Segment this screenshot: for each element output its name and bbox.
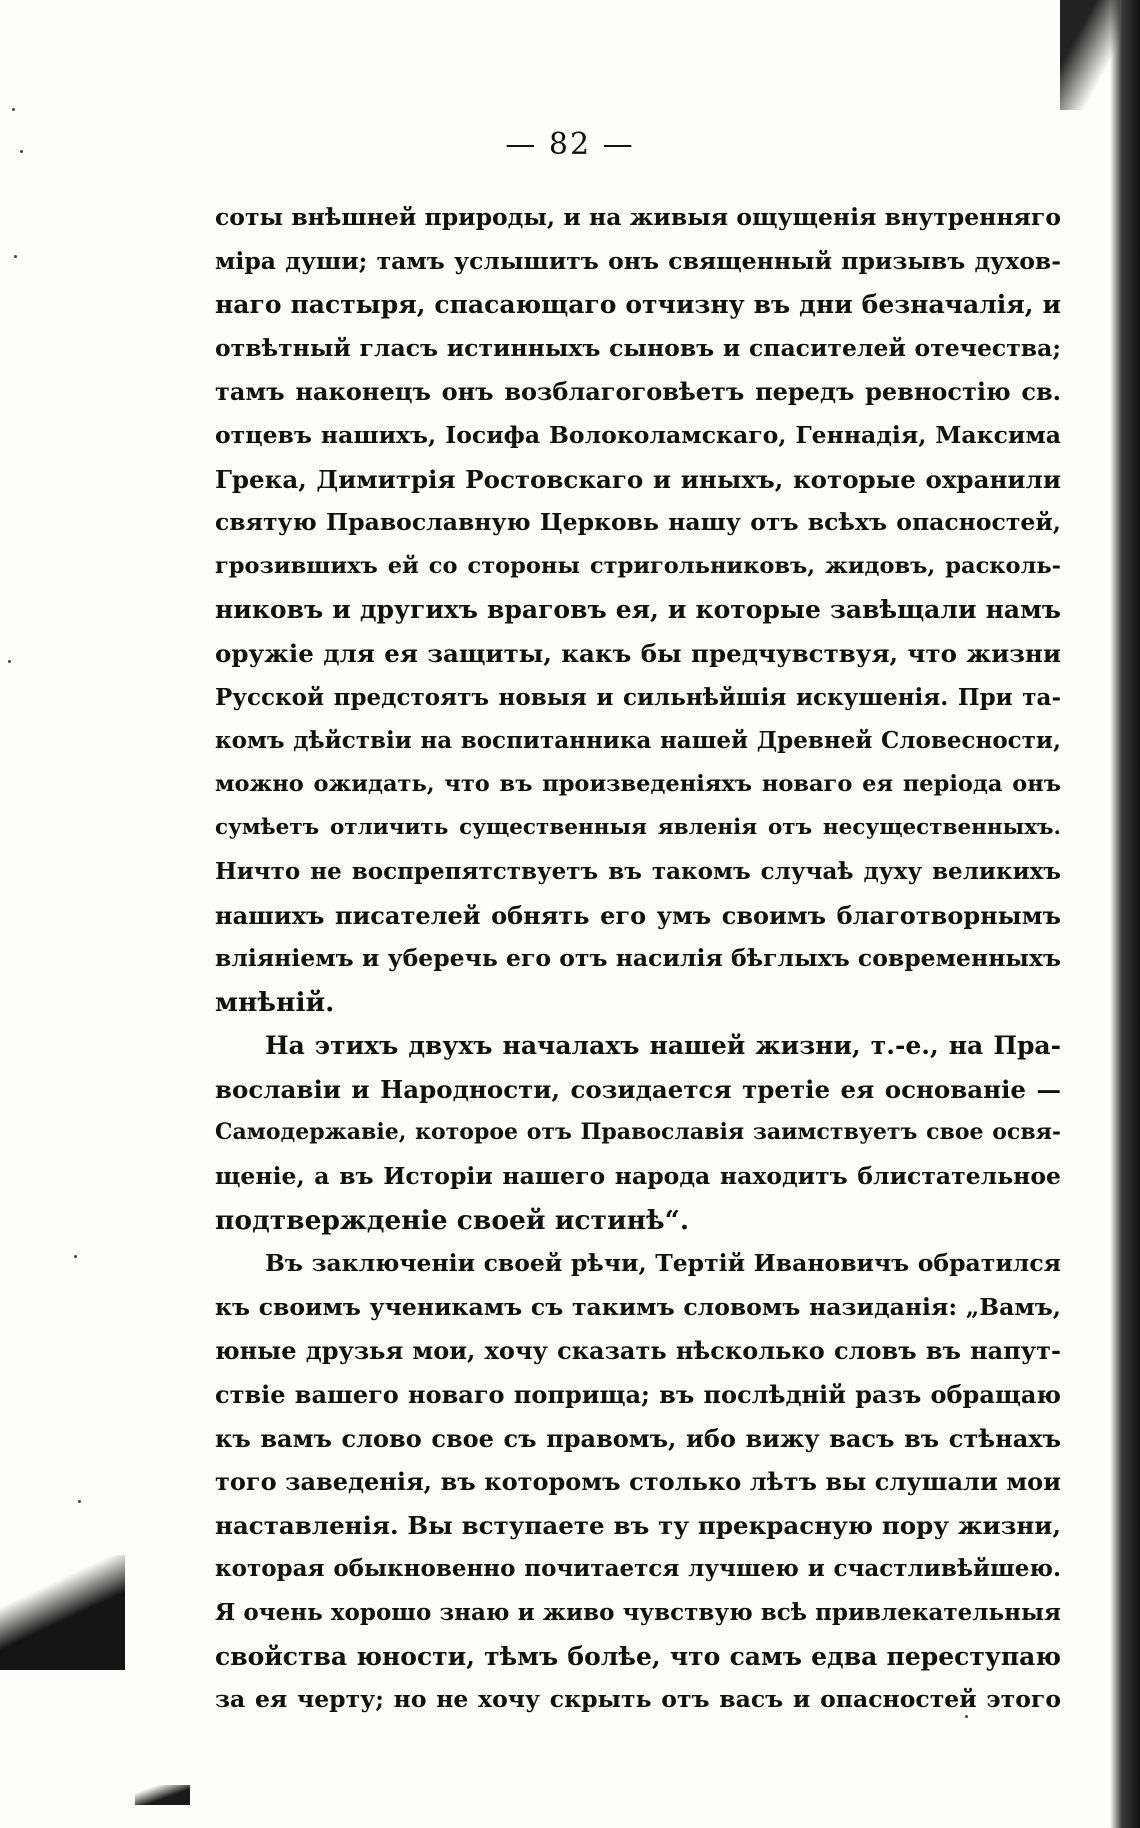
text-line: святую Православную Церковь нашу отъ всѣхъ опасностей,: [215, 508, 1061, 537]
scan-speck: [8, 660, 11, 663]
text-line: вліяніемъ и уберечь его отъ насилія бѣглыхъ современныхъ: [215, 944, 1061, 973]
text-line: Самодержавіе, которое отъ Православія заимствуетъ свое освя-: [215, 1119, 1061, 1146]
scan-edge-shadow: [1110, 0, 1140, 1828]
text-line: Ничто не воспрепятствуетъ въ такомъ случаѣ духу великихъ: [215, 857, 1061, 885]
text-line: за ея черту; но не хочу скрыть отъ васъ и опасностей этого: [215, 1685, 1061, 1714]
text-line: соты внѣшней природы, и на живыя ощущенія внутренняго: [215, 203, 1061, 231]
body-text: [215, 196, 1061, 1722]
text-line: юные друзья мои, хочу сказать нѣсколько словъ въ напут-: [215, 1336, 1061, 1366]
text-line: къ вамъ слово свое съ правомъ, ибо вижу васъ въ стѣнахъ: [215, 1423, 1061, 1453]
scan-speck: [78, 1500, 81, 1503]
text-line: можно ожидать, что въ произведеніяхъ новаго ея періода онъ: [215, 770, 1061, 797]
text-line: наставленія. Вы вступаете въ ту прекрасную пору жизни,: [215, 1510, 1061, 1540]
text-line: тамъ наконецъ онъ возблагоговѣетъ передъ ревностію св.: [215, 377, 1061, 407]
text-line: наго пастыря, спасающаго отчизну въ дни безначалія, и: [215, 290, 1061, 320]
text-line: отцевъ нашихъ, Іосифа Волоколамскаго, Геннадія, Максима: [215, 420, 1061, 449]
text-line: Я очень хорошо знаю и живо чувствую всѣ привлекательныя: [215, 1599, 1061, 1626]
text-line: На этихъ двухъ началахъ нашей жизни, т.-е., на Пра-: [265, 1031, 1061, 1061]
scan-corner-shadow: [1060, 0, 1120, 110]
scan-speck: [12, 108, 15, 111]
text-line: которая обыкновенно почитается лучшею и счастливѣйшею.: [215, 1555, 1061, 1583]
text-line: нашихъ писателей обнять его умъ своимъ благотворнымъ: [215, 900, 1061, 930]
scan-speck: [74, 1255, 77, 1258]
text-line: отвѣтный гласъ истинныхъ сыновъ и спасителей отечества;: [215, 333, 1061, 362]
page-number: — 82 —: [505, 127, 635, 162]
text-line: Русской предстоятъ новыя и сильнѣйшія искушенія. При та-: [215, 683, 1061, 711]
text-line: вославіи и Народности, созидается третіе ея основаніе —: [215, 1074, 1061, 1104]
text-line: мнѣній.: [215, 986, 335, 1018]
text-line: міра души; тамъ услышитъ онъ священный призывъ духов-: [215, 246, 1061, 275]
text-line: ствіе вашего новаго поприща; въ послѣдній разъ обращаю: [215, 1380, 1061, 1410]
text-line: щеніе, а въ Исторіи нашего народа находитъ блистательное: [215, 1162, 1061, 1191]
text-line: грозившихъ ей со стороны стригольниковъ, жидовъ, расколь-: [215, 552, 1061, 579]
text-line: Въ заключеніи своей рѣчи, Тертій Ивановичъ обратился: [265, 1249, 1061, 1278]
text-line: подтвержденіе своей истинѣ“.: [215, 1204, 690, 1236]
text-line: оружіе для ея защиты, какъ бы предчувствуя, что жизни: [215, 638, 1061, 668]
text-line: къ своимъ ученикамъ съ такимъ словомъ назиданія: „Вамъ,: [215, 1292, 1061, 1321]
text-line: никовъ и другихъ враговъ ея, и которые завѣщали намъ: [215, 595, 1061, 625]
text-line: сумѣетъ отличить существенныя явленія отъ несущественныхъ.: [215, 815, 1061, 841]
scan-blot-bottom: [135, 1785, 190, 1805]
text-line: комъ дѣйствіи на воспитанника нашей Древней Словесности,: [215, 727, 1061, 755]
scan-speck: [14, 255, 17, 258]
text-line: Грека, Димитрія Ростовскаго и иныхъ, которые охранили: [215, 464, 1061, 494]
scan-blot: [0, 1555, 125, 1670]
text-line: свойства юности, тѣмъ болѣе, что самъ едва переступаю: [215, 1641, 1061, 1671]
text-line: того заведенія, въ которомъ столько лѣтъ вы слушали мои: [215, 1467, 1061, 1497]
